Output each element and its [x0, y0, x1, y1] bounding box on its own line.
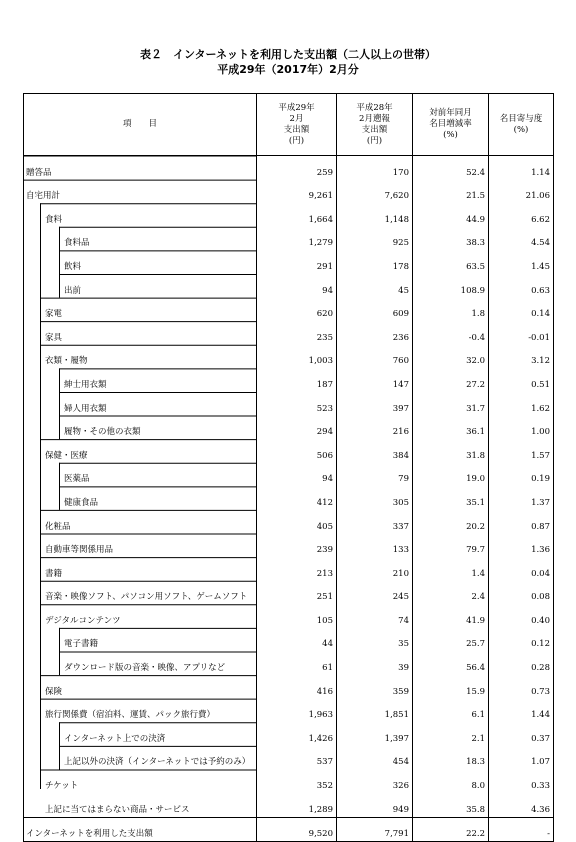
- value-v1: 416: [257, 675, 337, 699]
- row-label: 自動車等関係用品: [45, 545, 114, 556]
- table-row: [24, 156, 554, 180]
- row-label: 婦人用衣類: [64, 403, 107, 414]
- table-row: [24, 722, 554, 746]
- row-label-cell: [24, 392, 257, 416]
- row-label-cell: [24, 416, 257, 440]
- value-v1: 291: [257, 250, 337, 274]
- row-label-cell: [24, 368, 257, 392]
- row-label: 衣類・履物: [45, 356, 88, 367]
- row-label: 化粧品: [45, 521, 71, 532]
- value-v2: 925: [337, 227, 413, 251]
- value-v3: 56.4: [413, 651, 489, 675]
- value-v3: 6.1: [413, 699, 489, 723]
- row-label: 書籍: [45, 568, 63, 579]
- value-v4: 0.08: [489, 581, 554, 605]
- value-v2: 454: [337, 746, 413, 770]
- value-v3: 36.1: [413, 416, 489, 440]
- value-v2: 326: [337, 769, 413, 793]
- header-contribution: 名目寄与度 (%): [489, 94, 554, 156]
- row-label: 上記に当てはまらない商品・サービス: [45, 804, 190, 815]
- value-v2: 35: [337, 628, 413, 652]
- value-v1: 1,963: [257, 699, 337, 723]
- value-v3: 32.0: [413, 345, 489, 369]
- value-v2: 170: [337, 156, 413, 180]
- table-row: [24, 321, 554, 345]
- value-v4: 0.33: [489, 769, 554, 793]
- value-v1: 187: [257, 368, 337, 392]
- value-v1: 61: [257, 651, 337, 675]
- table-row: [24, 651, 554, 675]
- value-v2: 147: [337, 368, 413, 392]
- row-label: 保健・医療: [45, 450, 88, 461]
- value-v3: 108.9: [413, 274, 489, 298]
- value-v4: -0.01: [489, 321, 554, 345]
- row-label-cell: [24, 156, 257, 180]
- row-label: 食料: [45, 214, 63, 225]
- table-row: [24, 392, 554, 416]
- row-label: デジタルコンテンツ: [45, 615, 121, 626]
- value-v4: 6.62: [489, 203, 554, 227]
- value-v4: 3.12: [489, 345, 554, 369]
- table-row: [24, 699, 554, 723]
- value-v1: 259: [257, 156, 337, 180]
- value-v4: 0.19: [489, 463, 554, 487]
- row-label: ダウンロード版の音楽・映像、アプリなど: [64, 663, 226, 674]
- value-v4: 1.36: [489, 534, 554, 558]
- table-row: [24, 604, 554, 628]
- value-v4: 4.36: [489, 793, 554, 817]
- row-label: 上記以外の決済（インターネットでは予約のみ）: [64, 757, 251, 768]
- value-v2: 1,397: [337, 722, 413, 746]
- row-label-cell: [24, 463, 257, 487]
- table-row: [24, 180, 554, 204]
- row-label: インターネット上での決済: [64, 733, 166, 744]
- row-label-cell: [24, 675, 257, 699]
- value-v3: 52.4: [413, 156, 489, 180]
- value-v4: 0.14: [489, 298, 554, 322]
- value-v3: 35.1: [413, 486, 489, 510]
- value-v1: 213: [257, 557, 337, 581]
- value-v1: 239: [257, 534, 337, 558]
- table-row: [24, 628, 554, 652]
- value-v1: 506: [257, 439, 337, 463]
- header-item: 項 目: [24, 94, 257, 156]
- value-v3: 38.3: [413, 227, 489, 251]
- table-row: [24, 439, 554, 463]
- row-label: 音楽・映像ソフト、パソコン用ソフト、ゲームソフト: [45, 592, 248, 603]
- value-v4: 1.00: [489, 416, 554, 440]
- value-v3: 31.8: [413, 439, 489, 463]
- table-row: [24, 416, 554, 440]
- value-v4: 0.12: [489, 628, 554, 652]
- value-v2: 949: [337, 793, 413, 817]
- value-v1: 9,261: [257, 180, 337, 204]
- row-label: 家電: [45, 309, 63, 320]
- row-label-cell: [24, 274, 257, 298]
- value-v3: 35.8: [413, 793, 489, 817]
- value-v2: 210: [337, 557, 413, 581]
- header-yoy-rate: 対前年同月 名目増減率 (%): [413, 94, 489, 156]
- row-label: 保険: [45, 686, 63, 697]
- row-label-cell: [24, 722, 257, 746]
- value-v2: 245: [337, 581, 413, 605]
- table-row: [24, 534, 554, 558]
- table-row: [24, 581, 554, 605]
- value-v3: 2.4: [413, 581, 489, 605]
- value-v2: 74: [337, 604, 413, 628]
- value-v1: 294: [257, 416, 337, 440]
- value-v2: 236: [337, 321, 413, 345]
- row-label-cell: [24, 581, 257, 605]
- value-v3: 44.9: [413, 203, 489, 227]
- row-label-cell: [24, 534, 257, 558]
- value-v2: 216: [337, 416, 413, 440]
- row-label: 飲料: [64, 261, 82, 272]
- total-row: [24, 817, 554, 842]
- row-label: 紳士用衣類: [64, 379, 107, 390]
- value-v2: 39: [337, 651, 413, 675]
- row-label: インターネットを利用した支出額: [26, 829, 153, 840]
- table-row: [24, 274, 554, 298]
- table-row: [24, 345, 554, 369]
- value-v3: 21.5: [413, 180, 489, 204]
- value-v3: 15.9: [413, 675, 489, 699]
- value-v4: 0.87: [489, 510, 554, 534]
- row-label-cell: [24, 769, 257, 793]
- row-label-cell: [24, 321, 257, 345]
- value-v4: 0.51: [489, 368, 554, 392]
- value-v4: 1.44: [489, 699, 554, 723]
- table-row: [24, 250, 554, 274]
- value-v1: 94: [257, 274, 337, 298]
- value-v3: 8.0: [413, 769, 489, 793]
- value-v4: 0.28: [489, 651, 554, 675]
- table-subtitle: 平成29年（2017年）2月分: [217, 63, 359, 76]
- row-label-cell: [24, 298, 257, 322]
- value-v2: 1,148: [337, 203, 413, 227]
- table-row: [24, 746, 554, 770]
- table-row: [24, 769, 554, 793]
- row-label-cell: [24, 746, 257, 770]
- row-label-cell: [24, 510, 257, 534]
- row-label-cell: [24, 180, 257, 204]
- value-v2: 45: [337, 274, 413, 298]
- table-row: [24, 227, 554, 251]
- table-row: [24, 298, 554, 322]
- table-row: [24, 486, 554, 510]
- value-v2: 397: [337, 392, 413, 416]
- row-label-cell: [24, 557, 257, 581]
- table-row: [24, 675, 554, 699]
- value-v4: 0.73: [489, 675, 554, 699]
- value-v2: 760: [337, 345, 413, 369]
- value-v3: 22.2: [413, 817, 489, 842]
- value-v4: 4.54: [489, 227, 554, 251]
- value-v1: 1,289: [257, 793, 337, 817]
- value-v4: 21.06: [489, 180, 554, 204]
- row-label: 旅行関係費（宿泊料、運賃、パック旅行費）: [45, 710, 216, 721]
- table-row: [24, 557, 554, 581]
- row-label: 健康食品: [64, 497, 99, 508]
- value-v2: 359: [337, 675, 413, 699]
- table-row: [24, 463, 554, 487]
- value-v1: 105: [257, 604, 337, 628]
- value-v2: 178: [337, 250, 413, 274]
- value-v1: 1,003: [257, 345, 337, 369]
- expenditure-table: [23, 93, 554, 842]
- value-v1: 352: [257, 769, 337, 793]
- value-v3: 1.8: [413, 298, 489, 322]
- value-v4: 1.62: [489, 392, 554, 416]
- value-v3: 19.0: [413, 463, 489, 487]
- value-v2: 384: [337, 439, 413, 463]
- value-v1: 537: [257, 746, 337, 770]
- value-v3: 31.7: [413, 392, 489, 416]
- row-label-cell: [24, 651, 257, 675]
- row-label-cell: [24, 817, 257, 842]
- value-v3: 79.7: [413, 534, 489, 558]
- value-v1: 251: [257, 581, 337, 605]
- row-label-cell: [24, 227, 257, 251]
- value-v2: 1,851: [337, 699, 413, 723]
- value-v2: 305: [337, 486, 413, 510]
- value-v4: 1.07: [489, 746, 554, 770]
- header-2017-feb: 平成29年 2月 支出額 (円): [257, 94, 337, 156]
- row-label-cell: [24, 628, 257, 652]
- value-v3: 41.9: [413, 604, 489, 628]
- value-v3: 2.1: [413, 722, 489, 746]
- value-v1: 620: [257, 298, 337, 322]
- row-label: 贈答品: [26, 167, 52, 178]
- value-v1: 94: [257, 463, 337, 487]
- row-label-cell: [24, 345, 257, 369]
- row-label: 家具: [45, 332, 63, 343]
- value-v4: 0.63: [489, 274, 554, 298]
- value-v3: 27.2: [413, 368, 489, 392]
- value-v4: 0.40: [489, 604, 554, 628]
- row-label: チケット: [45, 781, 79, 792]
- value-v1: 1,426: [257, 722, 337, 746]
- row-label-cell: [24, 203, 257, 227]
- row-label-cell: [24, 793, 257, 817]
- value-v2: 337: [337, 510, 413, 534]
- value-v1: 1,279: [257, 227, 337, 251]
- table-title: 表２ インターネットを利用した支出額（二人以上の世帯）: [139, 48, 436, 61]
- table-row: [24, 510, 554, 534]
- value-v4: 1.37: [489, 486, 554, 510]
- row-label-cell: [24, 486, 257, 510]
- row-label: 出前: [64, 285, 82, 296]
- value-v3: 63.5: [413, 250, 489, 274]
- value-v4: 1.14: [489, 156, 554, 180]
- value-v3: 25.7: [413, 628, 489, 652]
- value-v1: 523: [257, 392, 337, 416]
- row-label-cell: [24, 250, 257, 274]
- value-v2: 79: [337, 463, 413, 487]
- row-label: 自宅用計: [26, 191, 61, 202]
- row-label: 食料品: [64, 238, 90, 249]
- value-v4: -: [489, 817, 554, 842]
- value-v1: 9,520: [257, 817, 337, 842]
- table-row: [24, 368, 554, 392]
- value-v2: 133: [337, 534, 413, 558]
- value-v3: 20.2: [413, 510, 489, 534]
- row-label-cell: [24, 699, 257, 723]
- row-label: 履物・その他の衣類: [64, 427, 141, 438]
- row-label: 電子書籍: [64, 639, 99, 650]
- value-v4: 0.04: [489, 557, 554, 581]
- row-label: 医薬品: [64, 474, 90, 485]
- table-row: [24, 203, 554, 227]
- value-v1: 1,664: [257, 203, 337, 227]
- value-v4: 1.45: [489, 250, 554, 274]
- row-label-cell: [24, 439, 257, 463]
- row-label-cell: [24, 604, 257, 628]
- value-v2: 7,620: [337, 180, 413, 204]
- table-row: [24, 793, 554, 817]
- value-v1: 412: [257, 486, 337, 510]
- value-v1: 405: [257, 510, 337, 534]
- value-v4: 0.37: [489, 722, 554, 746]
- value-v1: 235: [257, 321, 337, 345]
- value-v4: 1.57: [489, 439, 554, 463]
- value-v3: -0.4: [413, 321, 489, 345]
- value-v3: 18.3: [413, 746, 489, 770]
- value-v1: 44: [257, 628, 337, 652]
- value-v2: 609: [337, 298, 413, 322]
- value-v3: 1.4: [413, 557, 489, 581]
- value-v2: 7,791: [337, 817, 413, 842]
- header-2016-feb: 平成28年 2月遡報 支出額 (円): [337, 94, 413, 156]
